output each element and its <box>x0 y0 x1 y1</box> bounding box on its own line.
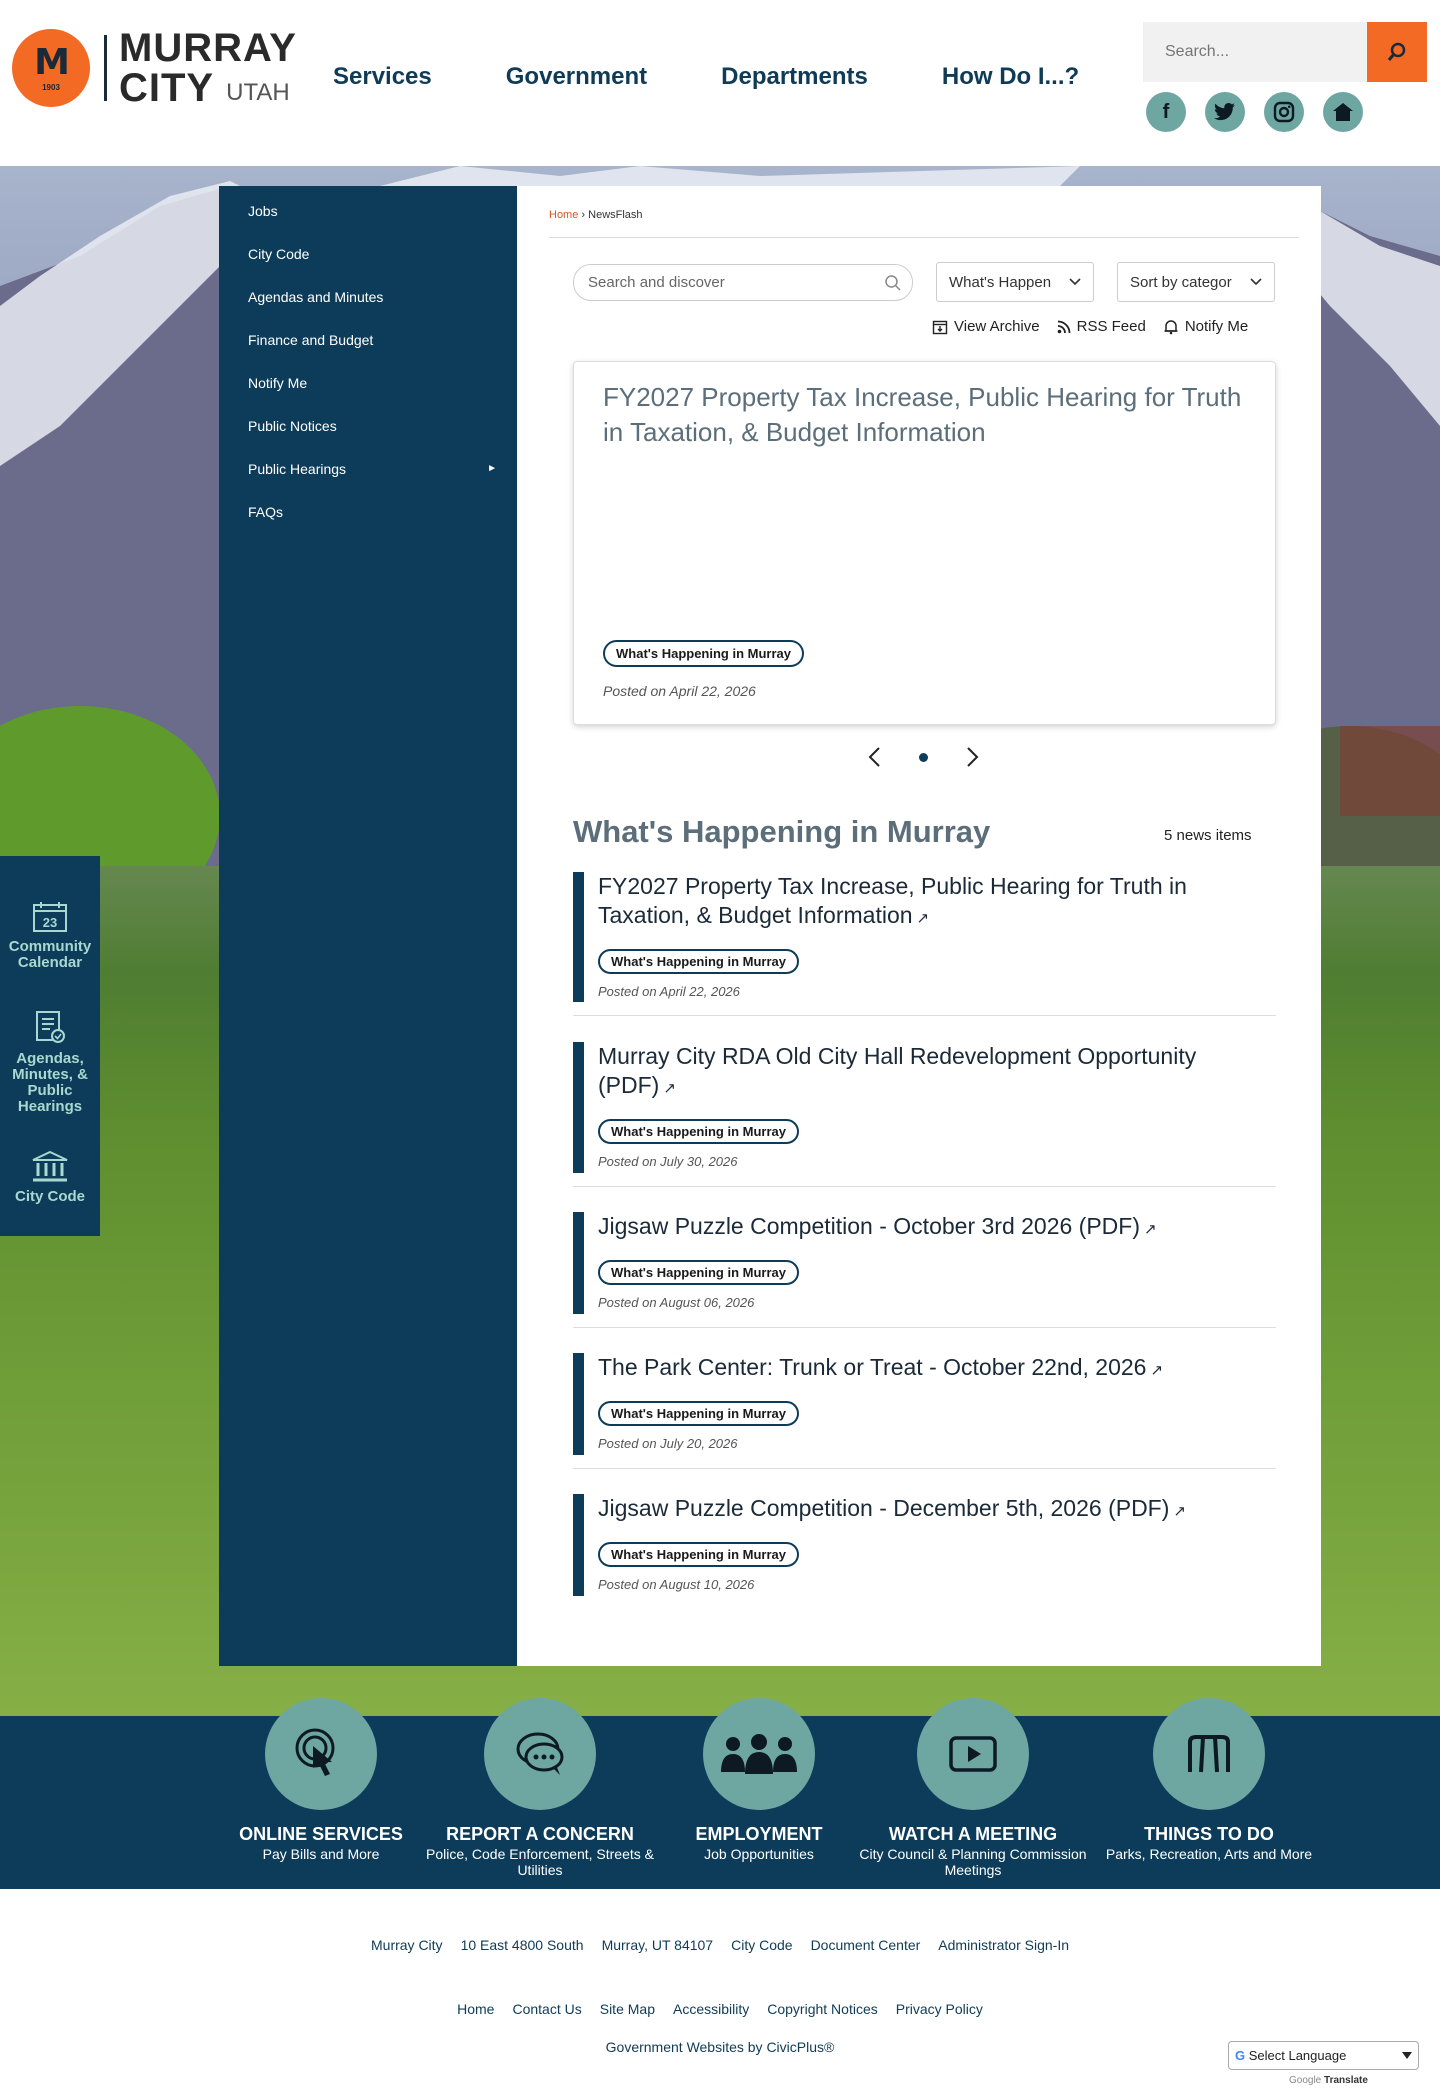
quick-link-subtitle: Parks, Recreation, Arts and More <box>1105 1846 1313 1862</box>
murray-m-icon: M <box>34 41 68 83</box>
nav-services[interactable]: Services <box>333 63 432 90</box>
murray-m-icon <box>1153 1698 1265 1810</box>
category-select[interactable] <box>936 262 1094 302</box>
touch-icon <box>265 1698 377 1810</box>
chevron-down-icon <box>1402 2052 1412 2059</box>
news-title: Jigsaw Puzzle Competition - October 3rd 2026 (PDF) <box>598 1213 1140 1239</box>
sort-select[interactable] <box>1117 262 1275 302</box>
news-title-link[interactable] <box>598 1212 1276 1244</box>
twitter-icon[interactable] <box>1205 92 1245 132</box>
google-label: Google <box>1289 2075 1322 2086</box>
tab-label: Agendas, Minutes, & Public Hearings <box>12 1050 88 1115</box>
news-title: Jigsaw Puzzle Competition - December 5th, 2026 (PDF) <box>598 1495 1170 1521</box>
external-link-icon: ↗ <box>916 910 930 927</box>
footer-link-privacy[interactable]: Privacy Policy <box>895 2001 983 2017</box>
news-title: Murray City RDA Old City Hall Redevelopment Opportunity (PDF) <box>598 1043 1197 1098</box>
calendar-icon <box>32 901 68 933</box>
section-title: What's Happening in Murray <box>573 814 991 849</box>
post-date: Posted on July 20, 2026 <box>598 1436 738 1451</box>
footer-link-home[interactable]: Home <box>457 2001 495 2017</box>
site-logo[interactable] <box>12 28 297 108</box>
view-archive-link[interactable] <box>932 318 1040 335</box>
main-nav <box>333 63 1153 91</box>
notify-me-link[interactable] <box>1163 318 1248 335</box>
footer-links-row <box>0 2001 1440 2017</box>
news-title-link[interactable] <box>598 1353 1276 1385</box>
logo-city: CITY <box>119 66 215 110</box>
footer-link-city-code[interactable]: City Code <box>731 1937 793 1953</box>
footer-link-contact[interactable]: Contact Us <box>512 2001 582 2017</box>
breadcrumb <box>549 209 643 221</box>
language-select[interactable] <box>1228 2041 1419 2070</box>
breadcrumb-divider <box>549 237 1299 238</box>
main-content <box>517 186 1321 1666</box>
external-link-icon: ↗ <box>1173 1503 1186 1520</box>
quick-tabs <box>0 856 100 1236</box>
news-count: 5 news items <box>1164 827 1252 844</box>
google-g-icon: G <box>1235 2048 1249 2063</box>
breadcrumb-separator: › <box>581 209 586 221</box>
tab-community-calendar[interactable] <box>0 901 100 971</box>
notify-me-label: Notify Me <box>1184 318 1249 335</box>
list-item <box>573 1212 1276 1328</box>
category-tag[interactable]: What's Happening in Murray <box>603 640 804 667</box>
logo-murray: MURRAY <box>119 26 297 70</box>
logo-divider <box>104 35 107 101</box>
nav-departments[interactable]: Departments <box>721 63 868 90</box>
item-accent-bar <box>573 1212 584 1314</box>
logo-seal <box>12 29 90 107</box>
post-date: Posted on April 22, 2026 <box>598 984 740 999</box>
view-archive-label: View Archive <box>954 318 1040 335</box>
sidebar-item-city-code[interactable] <box>219 232 517 275</box>
featured-news-title[interactable]: FY2027 Property Tax Increase, Public Hearing for Truth in Taxation, & Budget Information <box>603 382 1242 447</box>
sidebar-item-label: Agendas and Minutes <box>248 288 384 305</box>
chat-icon <box>484 1698 596 1810</box>
sidebar-item-faqs[interactable] <box>219 490 517 533</box>
language-label: Select Language <box>1248 2048 1347 2063</box>
quick-link-online-services[interactable] <box>206 1698 436 1862</box>
footer-link-accessibility[interactable]: Accessibility <box>672 2001 750 2017</box>
tab-label: Community Calendar <box>8 938 92 971</box>
play-icon <box>917 1698 1029 1810</box>
news-title-link[interactable] <box>598 1494 1276 1526</box>
news-search-placeholder: Search and discover <box>588 274 725 291</box>
category-tag[interactable]: What's Happening in Murray <box>598 1119 799 1144</box>
nav-government[interactable]: Government <box>505 63 648 90</box>
quick-link-watch-meeting[interactable] <box>858 1698 1088 1878</box>
news-title-link[interactable] <box>598 872 1276 933</box>
footer-credit-row <box>0 2039 1440 2055</box>
facebook-icon[interactable]: f <box>1146 92 1186 132</box>
breadcrumb-current: NewsFlash <box>588 209 643 221</box>
logo-city-row <box>119 68 297 108</box>
footer-link-site-map[interactable]: Site Map <box>599 2001 655 2017</box>
logo-utah: UTAH <box>226 79 290 106</box>
sidebar-item-notify-me[interactable] <box>219 361 517 404</box>
home-icon[interactable] <box>1323 92 1363 132</box>
featured-news-card[interactable] <box>573 361 1276 725</box>
news-search-input[interactable] <box>573 264 913 301</box>
chevron-down-icon <box>1250 278 1262 286</box>
list-item <box>573 1494 1276 1600</box>
tab-agendas-minutes[interactable] <box>0 1009 100 1115</box>
search-icon[interactable] <box>884 274 902 292</box>
sidebar-item-label: City Code <box>248 245 310 262</box>
sidebar-item-label: Jobs <box>248 202 278 219</box>
sidebar-item-label: Public Hearings <box>248 460 347 477</box>
news-title: FY2027 Property Tax Increase, Public Hearing for Truth in Taxation, & Budget Information <box>598 873 1187 928</box>
archive-icon <box>932 319 948 335</box>
site-search <box>1143 22 1427 82</box>
social-links <box>1146 92 1382 132</box>
post-date: Posted on August 06, 2026 <box>598 1295 755 1310</box>
news-title-link[interactable] <box>598 1042 1276 1103</box>
category-tag[interactable]: What's Happening in Murray <box>598 949 799 974</box>
quick-link-title: REPORT A CONCERN <box>446 1824 634 1844</box>
rss-feed-link[interactable] <box>1057 318 1146 335</box>
category-select-value: What's Happen <box>949 273 1052 291</box>
google-translate-credit <box>1289 2075 1368 2086</box>
footer-contact-row <box>0 1937 1440 1953</box>
footer-link-copyright[interactable]: Copyright Notices <box>767 2001 878 2017</box>
news-title: The Park Center: Trunk or Treat - October 22nd, 2026 <box>598 1354 1147 1380</box>
post-date: Posted on July 30, 2026 <box>598 1154 738 1169</box>
carousel-dot[interactable] <box>919 753 928 762</box>
chevron-right-icon[interactable] <box>966 746 980 768</box>
svg-text:23: 23 <box>42 915 58 930</box>
quick-link-subtitle: City Council & Planning Commission Meetings <box>859 1846 1087 1878</box>
category-tag[interactable]: What's Happening in Murray <box>598 1401 799 1426</box>
footer-address: 10 East 4800 South <box>460 1937 584 1953</box>
sidebar-item-label: Notify Me <box>248 374 308 391</box>
logo-year: 1903 <box>42 82 60 92</box>
quick-link-title: WATCH A MEETING <box>888 1824 1058 1844</box>
quick-link-subtitle: Job Opportunities <box>704 1846 814 1862</box>
footer-link-admin-sign-in[interactable]: Administrator Sign-In <box>938 1937 1069 1953</box>
quick-link-subtitle: Police, Code Enforcement, Streets & Utilities <box>426 1846 654 1878</box>
quick-link-title: THINGS TO DO <box>1144 1824 1274 1844</box>
sidebar-nav <box>219 186 517 1666</box>
category-tag[interactable]: What's Happening in Murray <box>598 1260 799 1285</box>
chevron-left-icon[interactable] <box>867 746 881 768</box>
sidebar-item-label: Finance and Budget <box>248 331 374 348</box>
logo-wordmark <box>119 28 297 108</box>
sidebar-item-agendas[interactable] <box>219 275 517 318</box>
sidebar-item-public-notices[interactable] <box>219 404 517 447</box>
rss-feed-label: RSS Feed <box>1076 318 1146 335</box>
quick-link-subtitle: Pay Bills and More <box>262 1846 380 1862</box>
site-footer <box>0 1889 1440 2092</box>
building-icon <box>31 1151 69 1183</box>
chevron-down-icon <box>1069 278 1081 286</box>
search-icon <box>1386 41 1408 63</box>
nav-how-do-i[interactable]: How Do I...? <box>941 63 1080 90</box>
language-select-value <box>1235 2048 1346 2063</box>
footer-link-document-center[interactable]: Document Center <box>810 1937 921 1953</box>
footer-credit[interactable]: Government Websites by CivicPlus® <box>605 2039 835 2055</box>
external-link-icon: ↗ <box>663 1080 676 1097</box>
site-header <box>0 0 1440 166</box>
sidebar-item-label: FAQs <box>248 503 284 520</box>
item-accent-bar <box>573 1042 584 1173</box>
site-search-input[interactable] <box>1143 22 1367 82</box>
tab-label: City Code <box>14 1188 85 1205</box>
sidebar-item-finance[interactable] <box>219 318 517 361</box>
sidebar-item-jobs[interactable] <box>219 189 517 232</box>
sidebar-list <box>219 186 517 533</box>
list-item <box>573 872 1276 1016</box>
sort-select-value: Sort by categor <box>1130 273 1232 291</box>
footer-org-name: Murray City <box>371 1937 443 1953</box>
news-actions <box>932 318 1265 335</box>
carousel-controls <box>867 746 980 768</box>
people-icon <box>703 1698 815 1810</box>
translate-label: Translate <box>1324 2075 1368 2086</box>
external-link-icon: ↗ <box>1150 1362 1164 1379</box>
breadcrumb-home[interactable]: Home <box>549 209 579 221</box>
rss-icon <box>1057 320 1071 334</box>
site-search-button[interactable] <box>1367 22 1427 82</box>
external-link-icon: ↗ <box>1144 1221 1157 1238</box>
item-accent-bar <box>573 872 584 1002</box>
tab-city-code[interactable] <box>0 1151 100 1205</box>
post-date: Posted on April 22, 2026 <box>603 683 756 699</box>
list-item <box>573 1042 1276 1187</box>
item-accent-bar <box>573 1494 584 1596</box>
quick-link-employment[interactable] <box>644 1698 874 1862</box>
submenu-arrow-icon[interactable]: ► <box>487 463 497 474</box>
bell-icon <box>1163 319 1179 335</box>
list-item <box>573 1353 1276 1469</box>
quick-link-title: ONLINE SERVICES <box>239 1824 403 1844</box>
instagram-icon[interactable] <box>1264 92 1304 132</box>
quick-link-things-to-do[interactable] <box>1094 1698 1324 1862</box>
sidebar-item-label: Public Notices <box>248 417 337 434</box>
footer-city-state: Murray, UT 84107 <box>601 1937 714 1953</box>
quick-link-report-concern[interactable] <box>425 1698 655 1878</box>
category-tag[interactable]: What's Happening in Murray <box>598 1542 799 1567</box>
sidebar-item-public-hearings[interactable] <box>219 447 517 490</box>
post-date: Posted on August 10, 2026 <box>598 1577 755 1592</box>
clipboard-icon <box>34 1009 66 1045</box>
quick-link-title: EMPLOYMENT <box>695 1824 823 1844</box>
item-accent-bar <box>573 1353 584 1455</box>
